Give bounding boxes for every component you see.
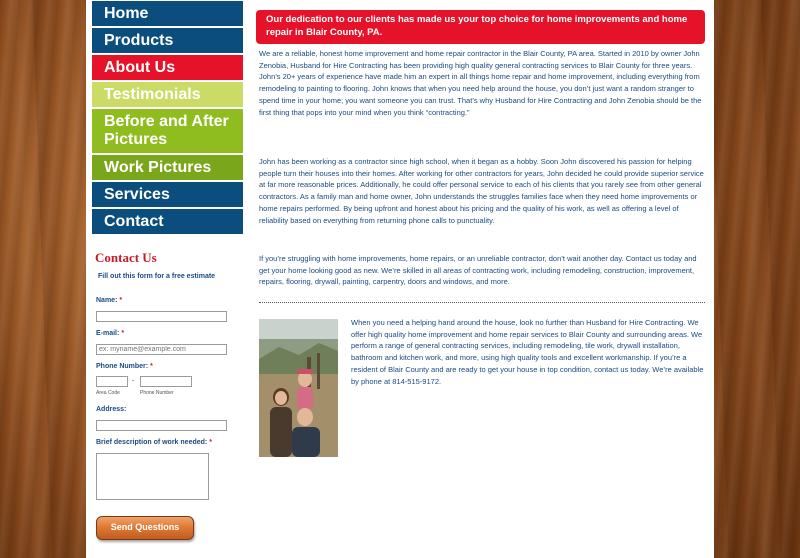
- send-questions-button[interactable]: Send Questions: [96, 516, 194, 540]
- nav-testimonials[interactable]: Testimonials: [92, 82, 243, 107]
- services-paragraph: When you need a helping hand around the house, look no further than Husband for Hire Contracting. We offer high quality home improvement and home repair services to Blair County and surrounding areas. We perform a range of general contracting services, including remodeling, tile work, drywall installation, bathroom and kitchen work, and more, using high quality tools and excellent workmanship. If you’re a resident of Blair County and are ready to get your house in top condition, contact us today. We’re available by phone at 814-515-9172.: [351, 318, 704, 386]
- family-photo-image: [259, 319, 338, 457]
- contact-form: [92, 250, 243, 532]
- phone-label: Phone Number: *: [96, 363, 153, 370]
- phone-number-input[interactable]: [140, 376, 192, 387]
- area-code-caption: Area Code: [96, 390, 120, 396]
- nav-products[interactable]: Products: [92, 28, 243, 53]
- address-input[interactable]: [96, 420, 227, 431]
- headline-banner: Our dedication to our clients has made us your top choice for home improvements and home repair in Blair County, PA.: [256, 10, 705, 44]
- phone-number-caption: Phone Number: [140, 390, 174, 396]
- address-label: Address:: [96, 406, 127, 413]
- main-nav: [92, 1, 243, 236]
- name-label: Name: *: [96, 297, 123, 304]
- nav-contact[interactable]: Contact: [92, 209, 243, 234]
- contact-title: Contact Us: [95, 250, 157, 265]
- history-paragraph: John has been working as a contractor since high school, when it began as a hobby. Soon John discovered his passion for helping people turn their houses into their homes. After working for other contractors for years, John decided he could provide superior service at far more reasonable prices. Additionally, he could offer personal service to each of his clients that you rarely see from other general contractors. As a family man and home owner, John understands the struggles families face when they need home improvements or home repairs performed. By being upfront and honest about his pricing and the quality of his work, as well as offering a level of reliability based on everything from returning phone calls to punctuality.: [259, 157, 704, 225]
- email-input[interactable]: [96, 344, 227, 355]
- family-photo: [259, 319, 338, 457]
- phone-dash: -: [132, 378, 135, 385]
- description-textarea[interactable]: [96, 453, 209, 500]
- contact-subtitle: Fill out this form for a free estimate: [98, 273, 216, 280]
- call-to-action-paragraph: If you’re struggling with home improvements, home repairs, or an unreliable contractor, don’t wait another day. Contact us today and get your home looking good as new. We’re skilled in all areas of contracting work, including remodeling, construction, improvement, repairs, flooring, drywall, painting, carpentry, doors and windows, and more.: [259, 254, 697, 287]
- description-label: Brief description of work needed: *: [96, 439, 212, 446]
- nav-home[interactable]: Home: [92, 1, 243, 26]
- nav-work-pictures[interactable]: Work Pictures: [92, 155, 243, 180]
- area-code-input[interactable]: [96, 376, 128, 387]
- dotted-divider: [259, 302, 705, 303]
- nav-before-after-pictures[interactable]: Before and After Pictures: [92, 109, 243, 153]
- name-input[interactable]: [96, 311, 227, 322]
- intro-paragraph: We are a reliable, honest home improvement and home repair contractor in the Blair County, PA area. Started in 2010 by owner John Zenobia, Husband for Hire Contracting has been providing high quality general contracting services to Blair County for three years. John’s 20+ years of experience have made him an expert in all things home repair and home improvement, including everything from remodeling to painting to flooring. John knows that when you need help around the house, you don’t just want a random stranger to spend time in your home; you want someone you can trust. That’s why Husband for Hire Contracting and John Zenobia should be the first thing that pops into your mind when you think “contracting.”: [259, 49, 702, 117]
- nav-services[interactable]: Services: [92, 182, 243, 207]
- email-label: E-mail: *: [96, 330, 125, 337]
- nav-about-us[interactable]: About Us: [92, 55, 243, 80]
